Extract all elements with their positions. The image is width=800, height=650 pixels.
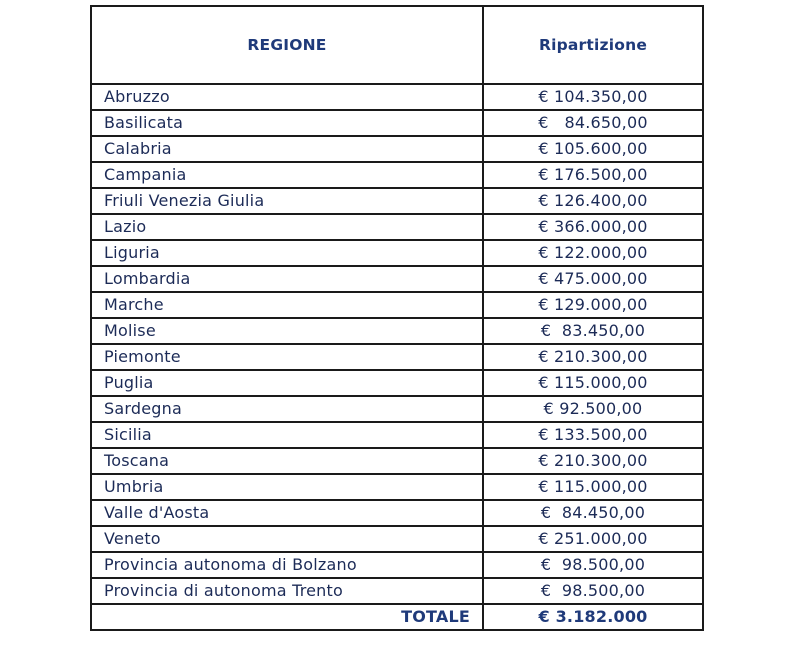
table-row: [91, 110, 703, 136]
table-row: [91, 474, 703, 500]
region-name: Provincia autonoma di Bolzano: [91, 552, 483, 578]
region-name: Molise: [91, 318, 483, 344]
table-row: [91, 214, 703, 240]
table-row: [91, 526, 703, 552]
total-row: [91, 604, 703, 630]
region-name: Lombardia: [91, 266, 483, 292]
region-name: Umbria: [91, 474, 483, 500]
region-name: Friuli Venezia Giulia: [91, 188, 483, 214]
header-regione: REGIONE: [91, 6, 483, 84]
table-row: [91, 448, 703, 474]
table-row: [91, 240, 703, 266]
region-amount: € 104.350,00: [483, 84, 703, 110]
table-row: [91, 188, 703, 214]
region-name: Sicilia: [91, 422, 483, 448]
table-row: [91, 344, 703, 370]
table-row: [91, 578, 703, 604]
table-row: [91, 422, 703, 448]
table-row: [91, 500, 703, 526]
header-ripartizione: Ripartizione: [483, 6, 703, 84]
region-amount: € 251.000,00: [483, 526, 703, 552]
region-amount: € 210.300,00: [483, 344, 703, 370]
table-row: [91, 552, 703, 578]
region-name: Liguria: [91, 240, 483, 266]
region-name: Abruzzo: [91, 84, 483, 110]
region-amount: € 210.300,00: [483, 448, 703, 474]
region-name: Provincia di autonoma Trento: [91, 578, 483, 604]
region-amount: € 366.000,00: [483, 214, 703, 240]
table-row: [91, 162, 703, 188]
region-amount: € 98.500,00: [483, 578, 703, 604]
region-amount: € 83.450,00: [483, 318, 703, 344]
total-amount: € 3.182.000: [483, 604, 703, 630]
region-amount: € 133.500,00: [483, 422, 703, 448]
region-name: Lazio: [91, 214, 483, 240]
table-row: [91, 370, 703, 396]
table-row: [91, 84, 703, 110]
region-amount: € 122.000,00: [483, 240, 703, 266]
region-amount: € 84.650,00: [483, 110, 703, 136]
region-name: Basilicata: [91, 110, 483, 136]
region-amount: € 115.000,00: [483, 370, 703, 396]
table-row: [91, 292, 703, 318]
table-row: [91, 266, 703, 292]
region-amount: € 84.450,00: [483, 500, 703, 526]
region-amount: € 176.500,00: [483, 162, 703, 188]
region-name: Valle d'Aosta: [91, 500, 483, 526]
total-label: TOTALE: [91, 604, 483, 630]
region-name: Marche: [91, 292, 483, 318]
region-amount: € 475.000,00: [483, 266, 703, 292]
table-row: [91, 136, 703, 162]
region-name: Campania: [91, 162, 483, 188]
region-name: Puglia: [91, 370, 483, 396]
region-amount: € 126.400,00: [483, 188, 703, 214]
region-amount: € 92.500,00: [483, 396, 703, 422]
region-name: Calabria: [91, 136, 483, 162]
region-name: Toscana: [91, 448, 483, 474]
region-amount: € 129.000,00: [483, 292, 703, 318]
ripartizione-table: [90, 5, 704, 631]
region-amount: € 98.500,00: [483, 552, 703, 578]
table-row: [91, 318, 703, 344]
table-row: [91, 396, 703, 422]
header-row: [91, 6, 703, 84]
region-amount: € 115.000,00: [483, 474, 703, 500]
region-name: Piemonte: [91, 344, 483, 370]
region-amount: € 105.600,00: [483, 136, 703, 162]
region-name: Sardegna: [91, 396, 483, 422]
region-name: Veneto: [91, 526, 483, 552]
